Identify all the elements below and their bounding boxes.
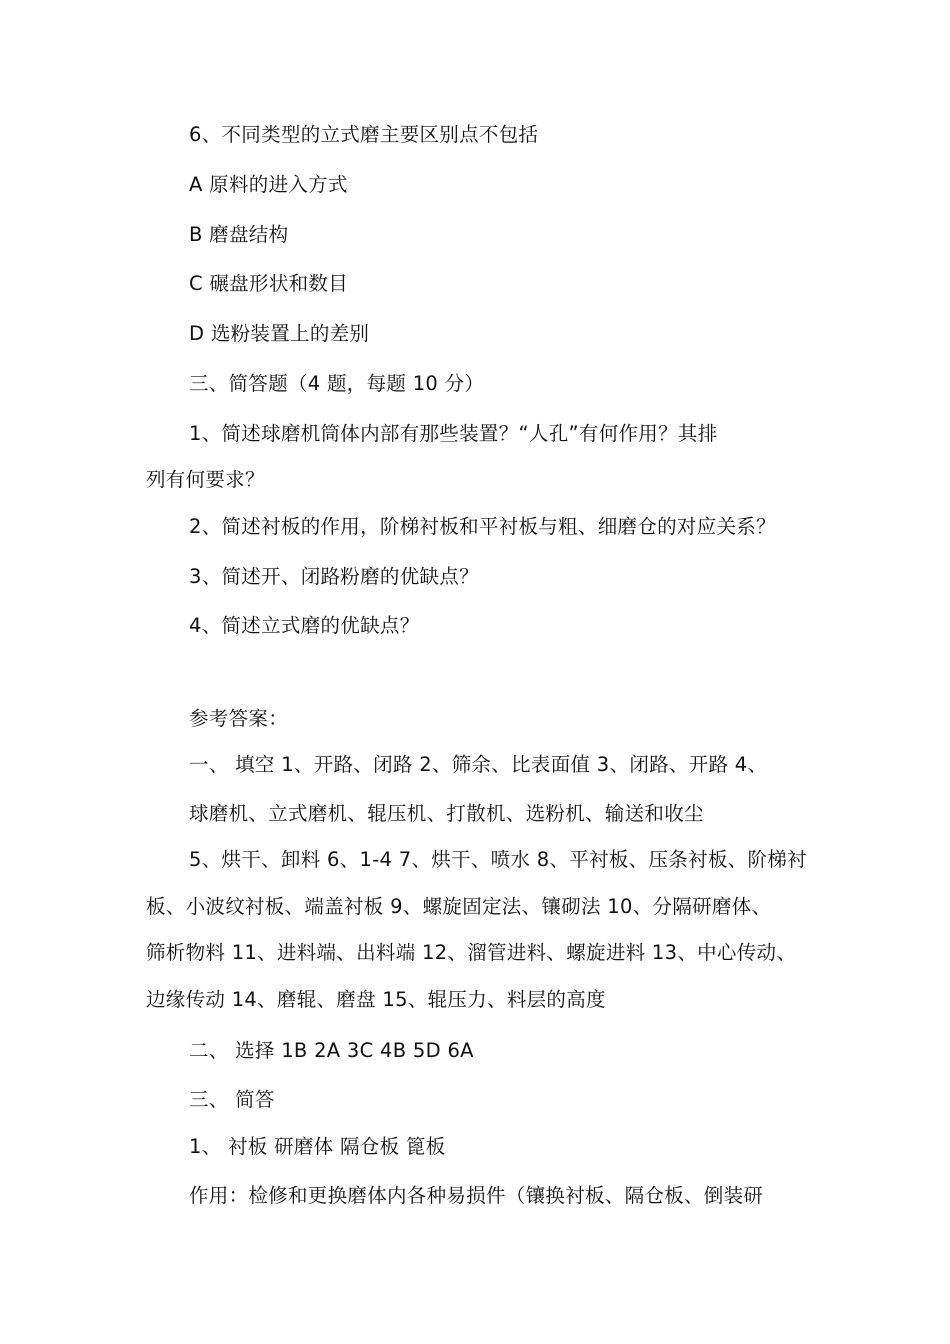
short-question-2: 2、简述衬板的作用，阶梯衬板和平衬板与粗、细磨仓的对应关系？ — [189, 515, 776, 538]
option-c: C 碾盘形状和数目 — [189, 272, 349, 295]
fill-answers-line-4: 板、小波纹衬板、端盖衬板 9、螺旋固定法、镶砌法 10、分隔研磨体、 — [146, 895, 772, 918]
fill-answers-line-5: 筛析物料 11、进料端、出料端 12、溜管进料、螺旋进料 13、中心传动、 — [146, 941, 797, 964]
short-answer-1-usage: 作用：检修和更换磨体内各种易损件（镶换衬板、隔仓板、倒装研 — [189, 1184, 764, 1207]
fill-answers-line-6: 边缘传动 14、磨辊、磨盘 15、辊压力、料层的高度 — [146, 988, 606, 1011]
section-3-heading: 三、简答题（4 题，每题 10 分） — [189, 372, 485, 395]
fill-answers-line-2: 球磨机、立式磨机、辊压机、打散机、选粉机、输送和收尘 — [189, 802, 704, 825]
fill-answers-line-1: 一、 填空 1、开路、闭路 2、筛余、比表面值 3、闭路、开路 4、 — [189, 753, 768, 776]
option-b: B 磨盘结构 — [189, 223, 289, 246]
question-6-stem: 6、不同类型的立式磨主要区别点不包括 — [189, 123, 539, 146]
answers-heading: 参考答案： — [189, 707, 289, 730]
short-question-3: 3、简述开、闭路粉磨的优缺点？ — [189, 565, 479, 588]
short-question-4: 4、简述立式磨的优缺点？ — [189, 614, 420, 637]
choice-answers: 二、 选择 1B 2A 3C 4B 5D 6A — [189, 1039, 474, 1062]
short-answer-1: 1、 衬板 研磨体 隔仓板 篦板 — [189, 1135, 446, 1158]
fill-answers-line-3: 5、烘干、卸料 6、1-4 7、烘干、喷水 8、平衬板、压条衬板、阶梯衬 — [189, 848, 807, 871]
short-question-1-line-2: 列有何要求？ — [146, 468, 265, 491]
short-answers-heading: 三、 简答 — [189, 1088, 275, 1111]
option-a: A 原料的进入方式 — [189, 173, 348, 196]
short-question-1-line-1: 1、简述球磨机筒体内部有那些装置？“人孔”有何作用？其排 — [189, 422, 718, 445]
option-d: D 选粉装置上的差别 — [189, 322, 370, 345]
